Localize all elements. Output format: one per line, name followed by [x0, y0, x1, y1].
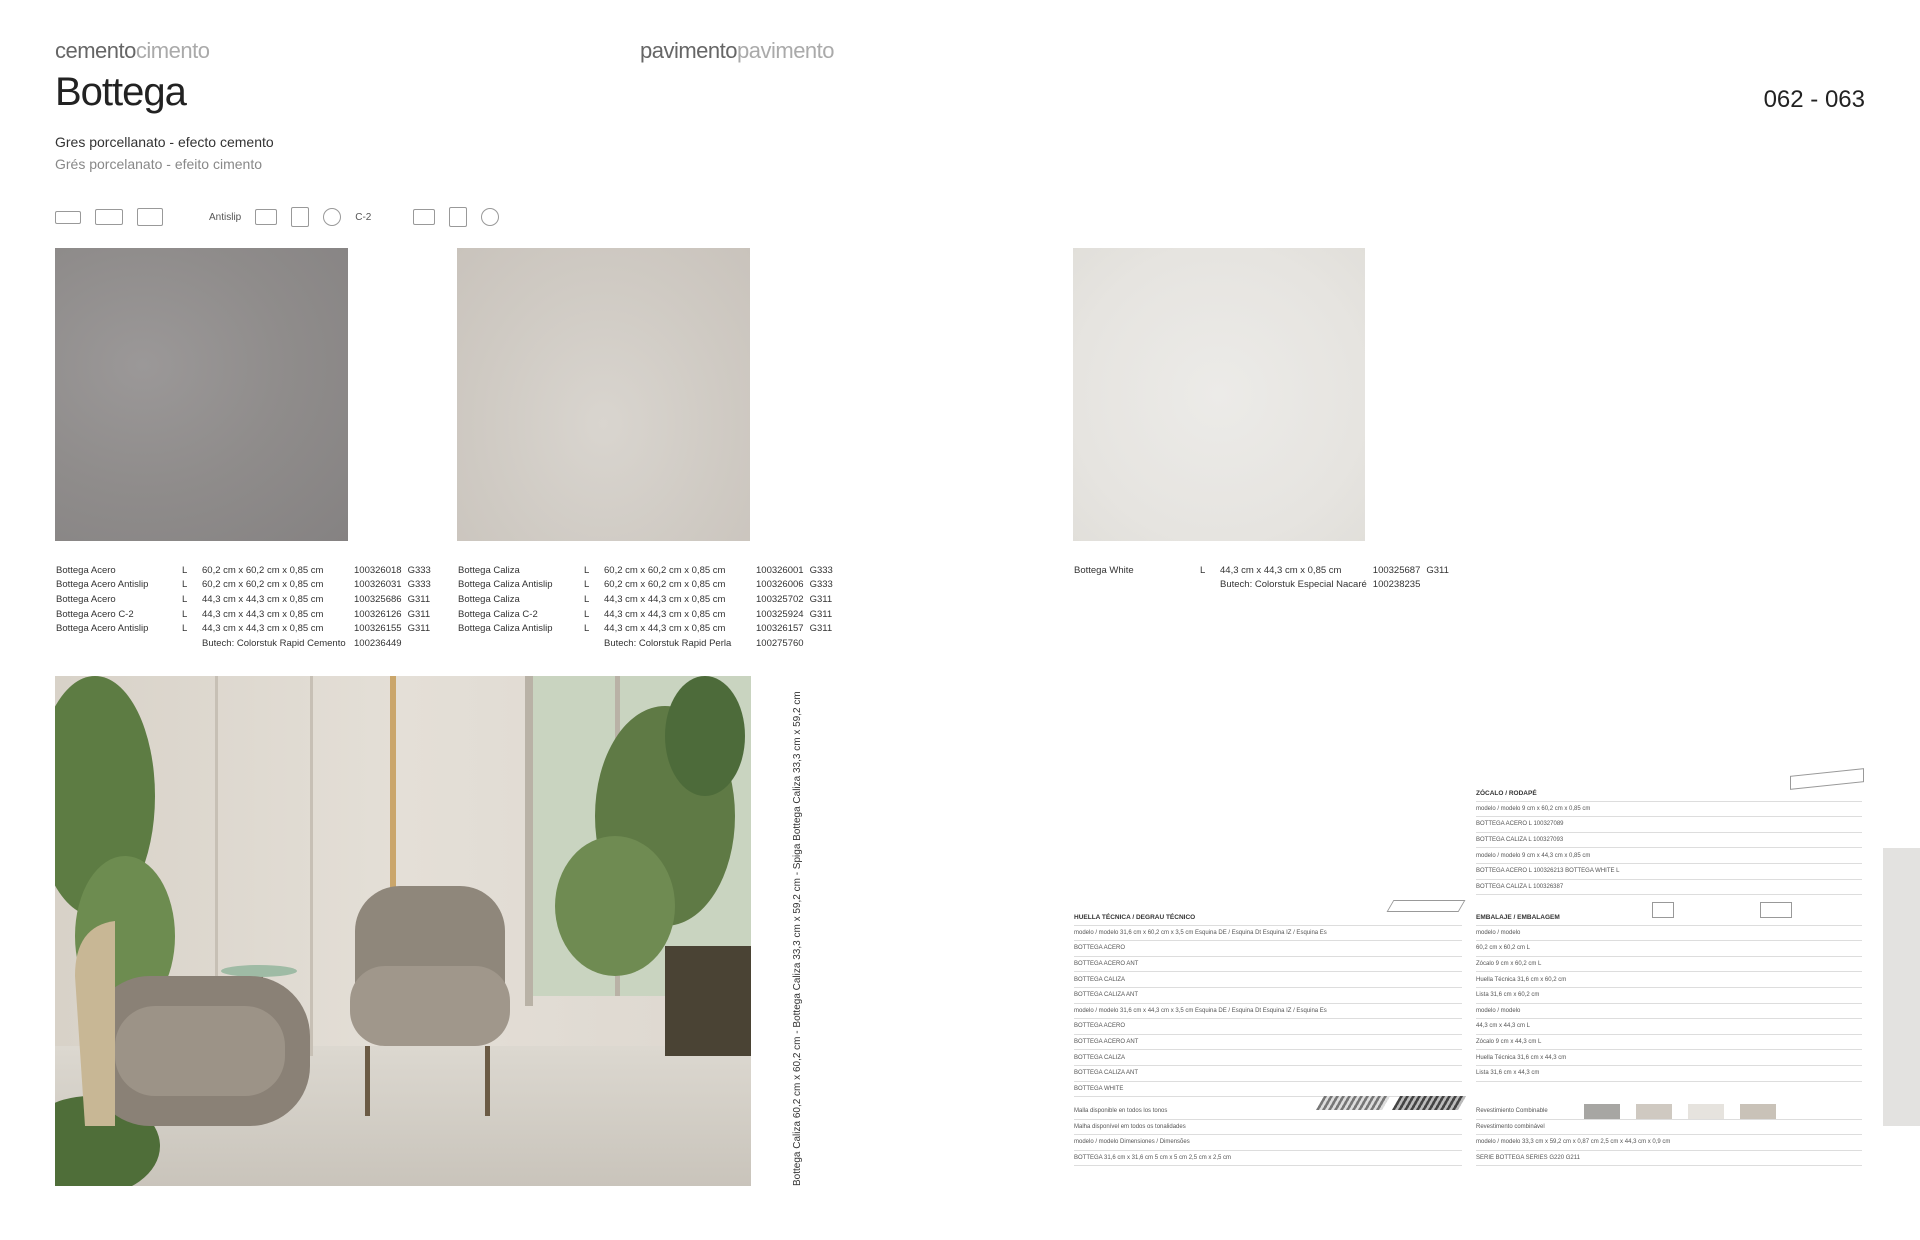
- huella-table: HUELLA TÉCNICA / DEGRAU TÉCNICO modelo / modelo 31,6 cm x 60,2 cm x 3,5 cm Esquina DE / Esquina Dt Esquina IZ / Esquina Es BOTTEGA ACERO BOTTEGA ACERO ANT BOTTEGA CALIZA BOTTEGA CALIZA ANT modelo / modelo 31,6 cm x 44,3 cm x 3,5 cm Esquina DE / Esquina Dt Esquina IZ / Esquina Es BOTTEGA ACERO BOTTEGA ACERO ANT BOTTEGA CALIZA BOTTEGA CALIZA ANT BOTTEGA WHITE: [1074, 910, 1462, 1097]
- swatch-bottega-white: [1073, 248, 1365, 541]
- ramp-icon: [291, 207, 309, 227]
- swatch-bottega-caliza: [457, 248, 750, 541]
- table-row: Bottega Caliza L 60,2 cm x 60,2 cm x 0,85 cm 100326001 G333: [458, 564, 833, 576]
- table-row: Bottega Acero C-2 L 44,3 cm x 44,3 cm x 0,85 cm 100326126 G311: [56, 608, 431, 620]
- section-label-center: pavimentopavimento: [640, 38, 835, 63]
- embalaje-table: EMBALAJE / EMBALAGEM modelo / modelo 60,2 cm x 60,2 cm L Zócalo 9 cm x 60,2 cm L Huella Técnica 31,6 cm x 60,2 cm Lista 31,6 cm x 60,2 cm modelo / modelo 44,3 cm x 44,3 cm L Zócalo 9 cm x 44,3 cm L Huella Técnica 31,6 cm x 44,3 cm Lista 31,6 cm x 44,3 cm: [1476, 910, 1862, 1082]
- c2-label: C-2: [355, 211, 372, 223]
- tile-format-icon: [55, 211, 81, 224]
- table-row: Bottega Acero L 44,3 cm x 44,3 cm x 0,85 cm 100325686 G311: [56, 593, 431, 605]
- ct-icon: [323, 208, 341, 226]
- malla-table: Malla disponible en todos los tonos Malha disponível em todos os tonalidades modelo / modelo Dimensiones / Dimensões BOTTEGA 31,6 cm x 31,6 cm 5 cm x 5 cm 2,5 cm x 2,5 cm: [1074, 1104, 1462, 1166]
- antislip-label: Antislip: [209, 211, 242, 223]
- photo-caption: Bottega Caliza 60,2 cm x 60,2 cm - Bottega Caliza 33,3 cm x 59,2 cm - Spiga Bottega Caliza 33,3 cm x 59,2 cm: [792, 691, 803, 1186]
- product-table-caliza: [455, 563, 836, 651]
- ct-icon-2: [481, 208, 499, 226]
- table-row: Bottega Caliza Antislip L 60,2 cm x 60,2 cm x 0,85 cm 100326006 G333: [458, 579, 833, 591]
- interior-photo: [55, 676, 751, 1186]
- side-tab: [1883, 848, 1920, 1126]
- swatch-bottega-acero: [55, 248, 348, 541]
- table-row: Bottega Caliza L 44,3 cm x 44,3 cm x 0,85 cm 100325702 G311: [458, 593, 833, 605]
- table-row: Bottega Acero Antislip L 60,2 cm x 60,2 cm x 0,85 cm 100326031 G333: [56, 579, 431, 591]
- subtitle-pt: Grés porcelanato - efeito cimento: [55, 156, 262, 172]
- revestimiento-table: Revestimiento Combinable Revestimento combinável modelo / modelo 33,3 cm x 59,2 cm x 0,87 cm 2,5 cm x 44,3 cm x 0,9 cm SERIE BOTTEGA SERIES G220 G211: [1476, 1104, 1862, 1166]
- technical-icons-row: [55, 202, 499, 232]
- shoe-icon-2: [413, 209, 435, 225]
- table-row: Butech: Colorstuk Rapid Perla 100275760: [604, 637, 804, 649]
- table-row: Bottega Caliza C-2 L 44,3 cm x 44,3 cm x 0,85 cm 100325924 G311: [458, 608, 833, 620]
- product-table-white: [1071, 563, 1452, 592]
- shoe-icon: [255, 209, 277, 225]
- table-row: Butech: Colorstuk Especial Nacaré 100238235: [1220, 579, 1421, 591]
- variation-icon: [95, 209, 123, 225]
- table-row: Bottega Acero Antislip L 44,3 cm x 44,3 cm x 0,85 cm 100326155 G311: [56, 623, 431, 635]
- product-table-acero: [53, 563, 434, 651]
- ramp-icon-2: [449, 207, 467, 227]
- table-row: Bottega Caliza Antislip L 44,3 cm x 44,3 cm x 0,85 cm 100326157 G311: [458, 623, 833, 635]
- page-numbers: 062 - 063: [1763, 86, 1865, 113]
- table-row: Bottega White L 44,3 cm x 44,3 cm x 0,85 cm 100325687 G311: [1074, 564, 1449, 576]
- table-row: Bottega Acero L 60,2 cm x 60,2 cm x 0,85 cm 100326018 G333: [56, 564, 431, 576]
- page-title: Bottega: [55, 70, 186, 114]
- section-label-left: cementocimento: [55, 38, 210, 63]
- subtitle-es: Gres porcellanato - efecto cemento: [55, 134, 274, 150]
- table-row: Butech: Colorstuk Rapid Cemento 100236449: [202, 637, 402, 649]
- zocalo-table: ZÓCALO / RODAPÉ modelo / modelo 9 cm x 60,2 cm x 0,85 cm BOTTEGA ACERO L 100327089 BOTTEGA CALIZA L 100327093 modelo / modelo 9 cm x 44,3 cm x 0,85 cm BOTTEGA ACERO L 100326213 BOTTEGA WHITE L BOTTEGA CALIZA L 100326387: [1476, 786, 1862, 895]
- rectified-icon: [137, 208, 163, 226]
